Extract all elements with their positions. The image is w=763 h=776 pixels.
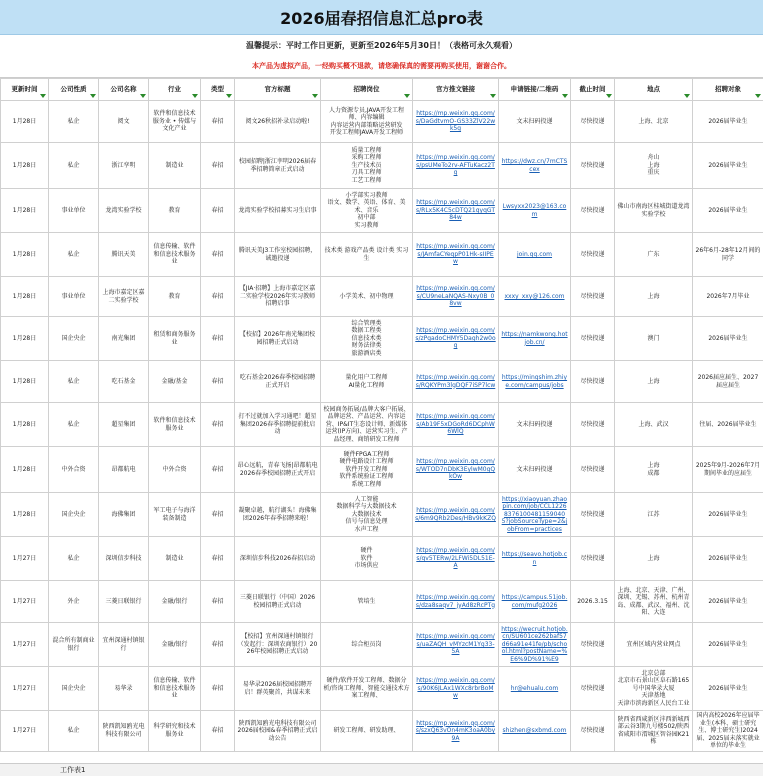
table-cell: 2025年9月-2026年7月期间毕业的应届生 [693, 447, 763, 493]
table-cell: 春招 [201, 403, 235, 447]
table-cell: 1月28日 [1, 233, 49, 277]
table-row [1, 667, 763, 711]
apply-link: 文末扫码投递 [499, 447, 571, 493]
col-header[interactable]: 官方标题 [235, 79, 321, 101]
apply-link[interactable]: hr@ehualu.com [499, 667, 571, 711]
table-cell: 1月28日 [1, 361, 49, 403]
table-cell: 1月28日 [1, 447, 49, 493]
table-cell: 春招 [201, 233, 235, 277]
article-link[interactable]: https://mp.weixin.qq.com/s/psUMeTo2rv-AFTuKacz2Tg [413, 143, 499, 189]
table-cell: 1月28日 [1, 101, 49, 143]
table-cell: 2026届毕业生 [693, 623, 763, 667]
table-cell: 春招 [201, 667, 235, 711]
table-cell: 尽快投递 [571, 233, 615, 277]
table-cell: 春招 [201, 623, 235, 667]
table-cell: 硬件FPGA工程师 硬件电路设计工程师 软件开发工程师 软件系统验证工程师 系统工程师 [321, 447, 413, 493]
col-header[interactable]: 申请链接/二维码 [499, 79, 571, 101]
table-row [1, 233, 763, 277]
table-cell: 昂都航电 [99, 447, 149, 493]
filter-icon[interactable] [312, 94, 318, 98]
table-cell: 上海 [615, 537, 693, 581]
table-cell: 上海 [615, 361, 693, 403]
table-cell: 小学美术、初中物理 [321, 277, 413, 317]
col-header[interactable]: 地点 [615, 79, 693, 101]
table-cell: 私企 [49, 537, 99, 581]
table-cell: 春招 [201, 277, 235, 317]
table-row [1, 493, 763, 537]
table-cell: 2026届应届生、2027届应届生 [693, 361, 763, 403]
table-cell: 国内高校2026年应届毕业生(本科、硕士研究生、博士研究生)2024届、2025届未落实就业单位的毕业生 [693, 711, 763, 752]
table-cell: 1月28日 [1, 189, 49, 233]
table-cell: 昂心远航，青春飞扬|昂都航电2026春季校园招聘正式开启 [235, 447, 321, 493]
table-cell: 【校招】宜州深通村镇银行（发起行：深圳农商银行）2026年校园招聘正式启动 [235, 623, 321, 667]
table-cell: 金融/银行 [149, 623, 201, 667]
table-cell: 2026.3.15 [571, 581, 615, 623]
table-cell: 三菱日联银行 [99, 581, 149, 623]
table-cell: 尽快投递 [571, 101, 615, 143]
table-cell: 打不过就加入学习通吧！超星集团2026春季招聘提前批启动 [235, 403, 321, 447]
table-cell: 研发工程师、研发助理、 [321, 711, 413, 752]
table-cell: 量化用户工程师 AI量化工程师 [321, 361, 413, 403]
table-cell: 硬件 软件 市场供应 [321, 537, 413, 581]
table-cell: 管培生 [321, 581, 413, 623]
table-cell: 凝聚卓越，航行湖头！海佛集团2026年春季招聘来啦！ [235, 493, 321, 537]
table-cell: 澳门 [615, 317, 693, 361]
table-cell: 腾讯天美 [99, 233, 149, 277]
table-cell: 1月27日 [1, 711, 49, 752]
apply-link[interactable]: Lwsyxx2023@163.com [499, 189, 571, 233]
apply-link[interactable]: xxxy_xxy@126.com [499, 277, 571, 317]
table-cell: 小学部实习教师 语文、数学、英语、体育、美术、音乐 初中部 实习教师 [321, 189, 413, 233]
table-row [1, 711, 763, 752]
table-cell: 私企 [49, 233, 99, 277]
table-cell: 【JIA·招聘】上海市嘉定区嘉二实验学校2026年实习教师招聘启事 [235, 277, 321, 317]
table-cell: 校园商务拓展/品牌大客户拓展、品牌运营、产品运营、内容运营、IP&IT生态设计师、新媒体运营(IP方向)、运营实习生、产品经理、商销研发工程师 [321, 403, 413, 447]
table-cell: 易华录2026届校园招聘开启！群英聚首，共谋未来 [235, 667, 321, 711]
table-cell: 中外合资 [49, 447, 99, 493]
table-cell: 阅文 [99, 101, 149, 143]
table-cell: 2026届毕业生 [693, 101, 763, 143]
table-cell: 尽快投递 [571, 623, 615, 667]
table-cell: 吃石基金2026春季校园招聘正式开启 [235, 361, 321, 403]
col-header[interactable]: 公司性质 [49, 79, 99, 101]
table-cell: 尽快投递 [571, 711, 615, 752]
table-cell: 私企 [49, 101, 99, 143]
filter-icon[interactable] [226, 94, 232, 98]
table-cell: 软件和信息技术服务业 • 传媒与文化产业 [149, 101, 201, 143]
table-cell: 春招 [201, 581, 235, 623]
article-link[interactable]: https://mp.weixin.qq.com/s/DaGdtvmO-GS33ZlV22wk5g [413, 101, 499, 143]
article-link[interactable]: https://mp.weixin.qq.com/s/RLx5K4C5cDTQ21qyqGT84w [413, 189, 499, 233]
table-row [1, 101, 763, 143]
table-cell: 春招 [201, 189, 235, 233]
col-header[interactable]: 行业 [149, 79, 201, 101]
article-link[interactable]: https://mp.weixin.qq.com/s/Ab19F5xDGoRd6DCphW6WlQ [413, 403, 499, 447]
table-cell: 尽快投递 [571, 667, 615, 711]
article-link[interactable]: https://mp.weixin.qq.com/s/RQKYPm3lgDQF7iSP7lcw [413, 361, 499, 403]
table-cell: 软件和信息技术服务业 [149, 403, 201, 447]
col-header[interactable]: 招聘岗位 [321, 79, 413, 101]
table-cell: 私企 [49, 403, 99, 447]
table-cell: 教育 [149, 277, 201, 317]
col-header[interactable]: 截止时间 [571, 79, 615, 101]
table-cell: 易华录 [99, 667, 149, 711]
table-cell: 中外合资 [149, 447, 201, 493]
table-cell: 春招 [201, 493, 235, 537]
table-cell: 尽快投递 [571, 277, 615, 317]
table-cell: 尽快投递 [571, 317, 615, 361]
table-cell: 陕西凯知鸥光电科技有限公司2026届校园&春季招聘正式启动公告 [235, 711, 321, 752]
table-cell: 北京总部 北京市石景山区阜石路165号中国华录大厦 天津基地 天津市滨海新区人民台工业 [615, 667, 693, 711]
table-cell: 阅文26秋招补录启动啦! [235, 101, 321, 143]
table-cell: 尽快投递 [571, 189, 615, 233]
table-cell: 三菱日联银行（中国）2026 校园招聘正式启动 [235, 581, 321, 623]
table-cell: 科学研究和技术服务业 [149, 711, 201, 752]
table-cell: 私企 [49, 143, 99, 189]
filter-icon[interactable] [755, 94, 761, 98]
table-cell: 春招 [201, 361, 235, 403]
table-cell: 往届、2026届毕业生 [693, 403, 763, 447]
table-cell: 制造业 [149, 537, 201, 581]
table-cell: 吃石基金 [99, 361, 149, 403]
table-cell: 深圳信步科技2026春招启动 [235, 537, 321, 581]
table-cell: 春招 [201, 447, 235, 493]
table-cell: 尽快投递 [571, 143, 615, 189]
table-cell: 国企央企 [49, 493, 99, 537]
table-cell: 【校招】2026年南光集团校园招聘正式启动 [235, 317, 321, 361]
article-link[interactable]: https://mp.weixin.qq.com/s/szxQ63vOn4mK3oaA0by9A [413, 711, 499, 752]
table-cell: 陕西省西咸新区沣西新城西部云谷3期九号楼502/陕西省咸阳市渭城区智谷园K21栋 [615, 711, 693, 752]
table-cell: 综合管理类 数据工程类 信息技术类 财务法律类 旅游酒店类 [321, 317, 413, 361]
table-cell: 上海、北京、天津、广州、深圳、无锡、苏州、杭州青岛、成都、武汉、福州、沈阳、大连 [615, 581, 693, 623]
table-cell: 技术类 游戏产品类 设计类 实习生 [321, 233, 413, 277]
col-header[interactable]: 官方推文链接 [413, 79, 499, 101]
recruitment-table [0, 78, 763, 752]
filter-icon[interactable] [192, 94, 198, 98]
table-cell: 混合所有制商业银行 [49, 623, 99, 667]
table-cell: 超星集团 [99, 403, 149, 447]
table-cell: 腾讯天美J3工作室校园招聘，诚邀投递 [235, 233, 321, 277]
filter-icon[interactable] [40, 94, 46, 98]
table-cell: 上海市嘉定区嘉二实验学校 [99, 277, 149, 317]
table-cell: 2026届毕业生 [693, 493, 763, 537]
table-cell: 租赁和商务服务业 [149, 317, 201, 361]
table-cell: 1月27日 [1, 581, 49, 623]
col-header[interactable]: 更新时间 [1, 79, 49, 101]
table-cell: 春招 [201, 317, 235, 361]
apply-link[interactable]: https://wecruit.hotjob.cn/SU601ce262baf57d66a91e41fe/pb/school.html?postName=%E6%9D%91%E9 [499, 623, 571, 667]
col-header[interactable]: 类型 [201, 79, 235, 101]
article-link[interactable]: https://mp.weixin.qq.com/s/6m9QRb2Des/HBv9kKZQ [413, 493, 499, 537]
apply-link[interactable]: https://namkwong.hotjob.cn/ [499, 317, 571, 361]
table-cell: 质量工程师 采购工程师 生产技术员 刀具工程师 工艺工程师 [321, 143, 413, 189]
table-cell: 综合柜员岗 [321, 623, 413, 667]
table-row [1, 317, 763, 361]
table-cell: 南光集团 [99, 317, 149, 361]
table-cell: 陕西凯知鸥光电科技有限公司 [99, 711, 149, 752]
article-link[interactable]: https://mp.weixin.qq.com/s/90K6JLAx1WXc8rbrBoMw [413, 667, 499, 711]
table-cell: 教育 [149, 189, 201, 233]
table-cell: 外企 [49, 581, 99, 623]
table-cell: 2026届毕业生 [693, 667, 763, 711]
table-cell: 尽快投递 [571, 493, 615, 537]
table-cell: 2026届毕业生 [693, 581, 763, 623]
table-cell: 龙湾实验学校招募实习生启事 [235, 189, 321, 233]
table-cell: 宜州区域内营业网点 [615, 623, 693, 667]
table-cell: 尽快投递 [571, 447, 615, 493]
table-row [1, 581, 763, 623]
table-cell: 26年6月-28年12月间的同学 [693, 233, 763, 277]
table-row [1, 361, 763, 403]
article-link[interactable]: https://mp.weixin.qq.com/s/qv5TERw/2LFWi5DL51E-A [413, 537, 499, 581]
table-cell: 2026届毕业生 [693, 143, 763, 189]
table-row [1, 623, 763, 667]
table-cell: 1月27日 [1, 667, 49, 711]
table-cell: 海佛集团 [99, 493, 149, 537]
filter-icon[interactable] [404, 94, 410, 98]
article-link[interactable]: https://mp.weixin.qq.com/s/WTOD7nDbK3EylwM0gQkOw [413, 447, 499, 493]
table-cell: 1月27日 [1, 537, 49, 581]
table-row [1, 189, 763, 233]
filter-icon[interactable] [140, 94, 146, 98]
table-cell: 春招 [201, 101, 235, 143]
table-row [1, 143, 763, 189]
table-cell: 上海、北京 [615, 101, 693, 143]
article-link[interactable]: https://mp.weixin.qq.com/s/CU9neLaNQAS-Nxy0B_08vw [413, 277, 499, 317]
sheet-tab[interactable]: 工作表1 [60, 765, 85, 775]
table-cell: 广东 [615, 233, 693, 277]
table-cell: 江苏 [615, 493, 693, 537]
table-cell: 金融/银行 [149, 581, 201, 623]
table-cell: 军工电子与海洋装备制造 [149, 493, 201, 537]
table-cell: 制造业 [149, 143, 201, 189]
table-cell: 信息传输、软件和信息技术服务业 [149, 667, 201, 711]
filter-icon[interactable] [684, 94, 690, 98]
table-cell: 上海 [615, 277, 693, 317]
table-cell: 1月27日 [1, 623, 49, 667]
table-cell: 上海 成都 [615, 447, 693, 493]
filter-icon[interactable] [606, 94, 612, 98]
table-cell: 佛山市南海区桂城街道龙湾实验学校 [615, 189, 693, 233]
filter-icon[interactable] [90, 94, 96, 98]
filter-icon[interactable] [490, 94, 496, 98]
table-cell: 人工智能 数据科学与大数据技术 大数据技术 信号与信息处理 水声工程 [321, 493, 413, 537]
table-cell: 1月28日 [1, 277, 49, 317]
table-cell: 尽快投递 [571, 537, 615, 581]
apply-link: 文末扫码投递 [499, 101, 571, 143]
table-cell: 2026届毕业生 [693, 317, 763, 361]
table-cell: 尽快投递 [571, 361, 615, 403]
col-header[interactable]: 公司名称 [99, 79, 149, 101]
table-cell: 春招 [201, 143, 235, 189]
table-row [1, 447, 763, 493]
article-link[interactable]: https://mp.weixin.qq.com/s/JAmfaCYeqpP01Hk-sIIPEw [413, 233, 499, 277]
table-cell: 春招 [201, 711, 235, 752]
apply-link[interactable]: shizhen@sxbmd.com [499, 711, 571, 752]
table-cell: 深圳信步科技 [99, 537, 149, 581]
notice-text: 温馨提示：平时工作日更新，更新至2026年5月30日！（表格可永久观看） [0, 35, 763, 55]
warning-text: 本产品为虚拟产品，一经购买概不退款，请您确保真的需要再购买使用，谢谢合作。 [0, 55, 763, 78]
table-cell: 信息传输、软件和信息技术服务业 [149, 233, 201, 277]
table-cell: 国企央企 [49, 667, 99, 711]
table-cell: 上海、武汉 [615, 403, 693, 447]
header-row [1, 79, 763, 101]
apply-link[interactable]: join.qq.com [499, 233, 571, 277]
table-row [1, 537, 763, 581]
table-cell: 尽快投递 [571, 403, 615, 447]
article-link[interactable]: https://mp.weixin.qq.com/s/dza8saqv7_jyAd8zRcPTg [413, 581, 499, 623]
table-cell: 浙江孪明 [99, 143, 149, 189]
sheet-tab-bar [0, 763, 763, 776]
apply-link[interactable]: https://campus.51job.com/mufg2026 [499, 581, 571, 623]
article-link[interactable]: https://mp.weixin.qq.com/s/zPgadoCHMY5Dagh2w0og [413, 317, 499, 361]
table-cell: 宜州深通村镇银行 [99, 623, 149, 667]
table-cell: 1月28日 [1, 493, 49, 537]
table-cell: 人力资源专员,JAVA开发工程师、内容编辑 内容运营内部策略运营研发 开发工程师JAVA开发工程师 [321, 101, 413, 143]
table-cell: 1月28日 [1, 143, 49, 189]
table-cell: 事业单位 [49, 277, 99, 317]
table-cell: 1月28日 [1, 403, 49, 447]
table-cell: 硬件/软件开发工程师、数据分析/咨询工程师、智能交通技术方案工程师、 [321, 667, 413, 711]
table-cell: 2026年7月毕业 [693, 277, 763, 317]
apply-link[interactable]: https://seavo.hotjob.cn [499, 537, 571, 581]
apply-link[interactable]: https://mingshim.zhiye.com/campus/jobs [499, 361, 571, 403]
table-cell: 舟山 上海 重庆 [615, 143, 693, 189]
table-cell: 2026届毕业生 [693, 189, 763, 233]
sheet-title: 2026届春招信息汇总pro表 [0, 0, 763, 35]
article-link[interactable]: https://mp.weixin.qq.com/s/uaZAQH_vMYzcM1Yg33-5A [413, 623, 499, 667]
apply-link[interactable]: https://dwz.cn/7mCTScex [499, 143, 571, 189]
table-cell: 私企 [49, 711, 99, 752]
table-cell: 2026届毕业生 [693, 537, 763, 581]
table-cell: 事业单位 [49, 189, 99, 233]
table-cell: 1月28日 [1, 317, 49, 361]
col-header[interactable]: 招聘对象 [693, 79, 763, 101]
filter-icon[interactable] [562, 94, 568, 98]
table-cell: 金融/基金 [149, 361, 201, 403]
apply-link: 文末扫码投递 [499, 403, 571, 447]
table-cell: 国企央企 [49, 317, 99, 361]
table-cell: 龙湾实验学校 [99, 189, 149, 233]
table-cell: 校园招聘|浙江孪明2026届春季招聘简章正式启动 [235, 143, 321, 189]
table-cell: 春招 [201, 537, 235, 581]
table-cell: 私企 [49, 361, 99, 403]
table-row [1, 403, 763, 447]
table-row [1, 277, 763, 317]
apply-link[interactable]: https://xiaoyuan.zhaopin.com/job/CCL122683761004811590405?jobSourceType=2&jobFrom=practices [499, 493, 571, 537]
